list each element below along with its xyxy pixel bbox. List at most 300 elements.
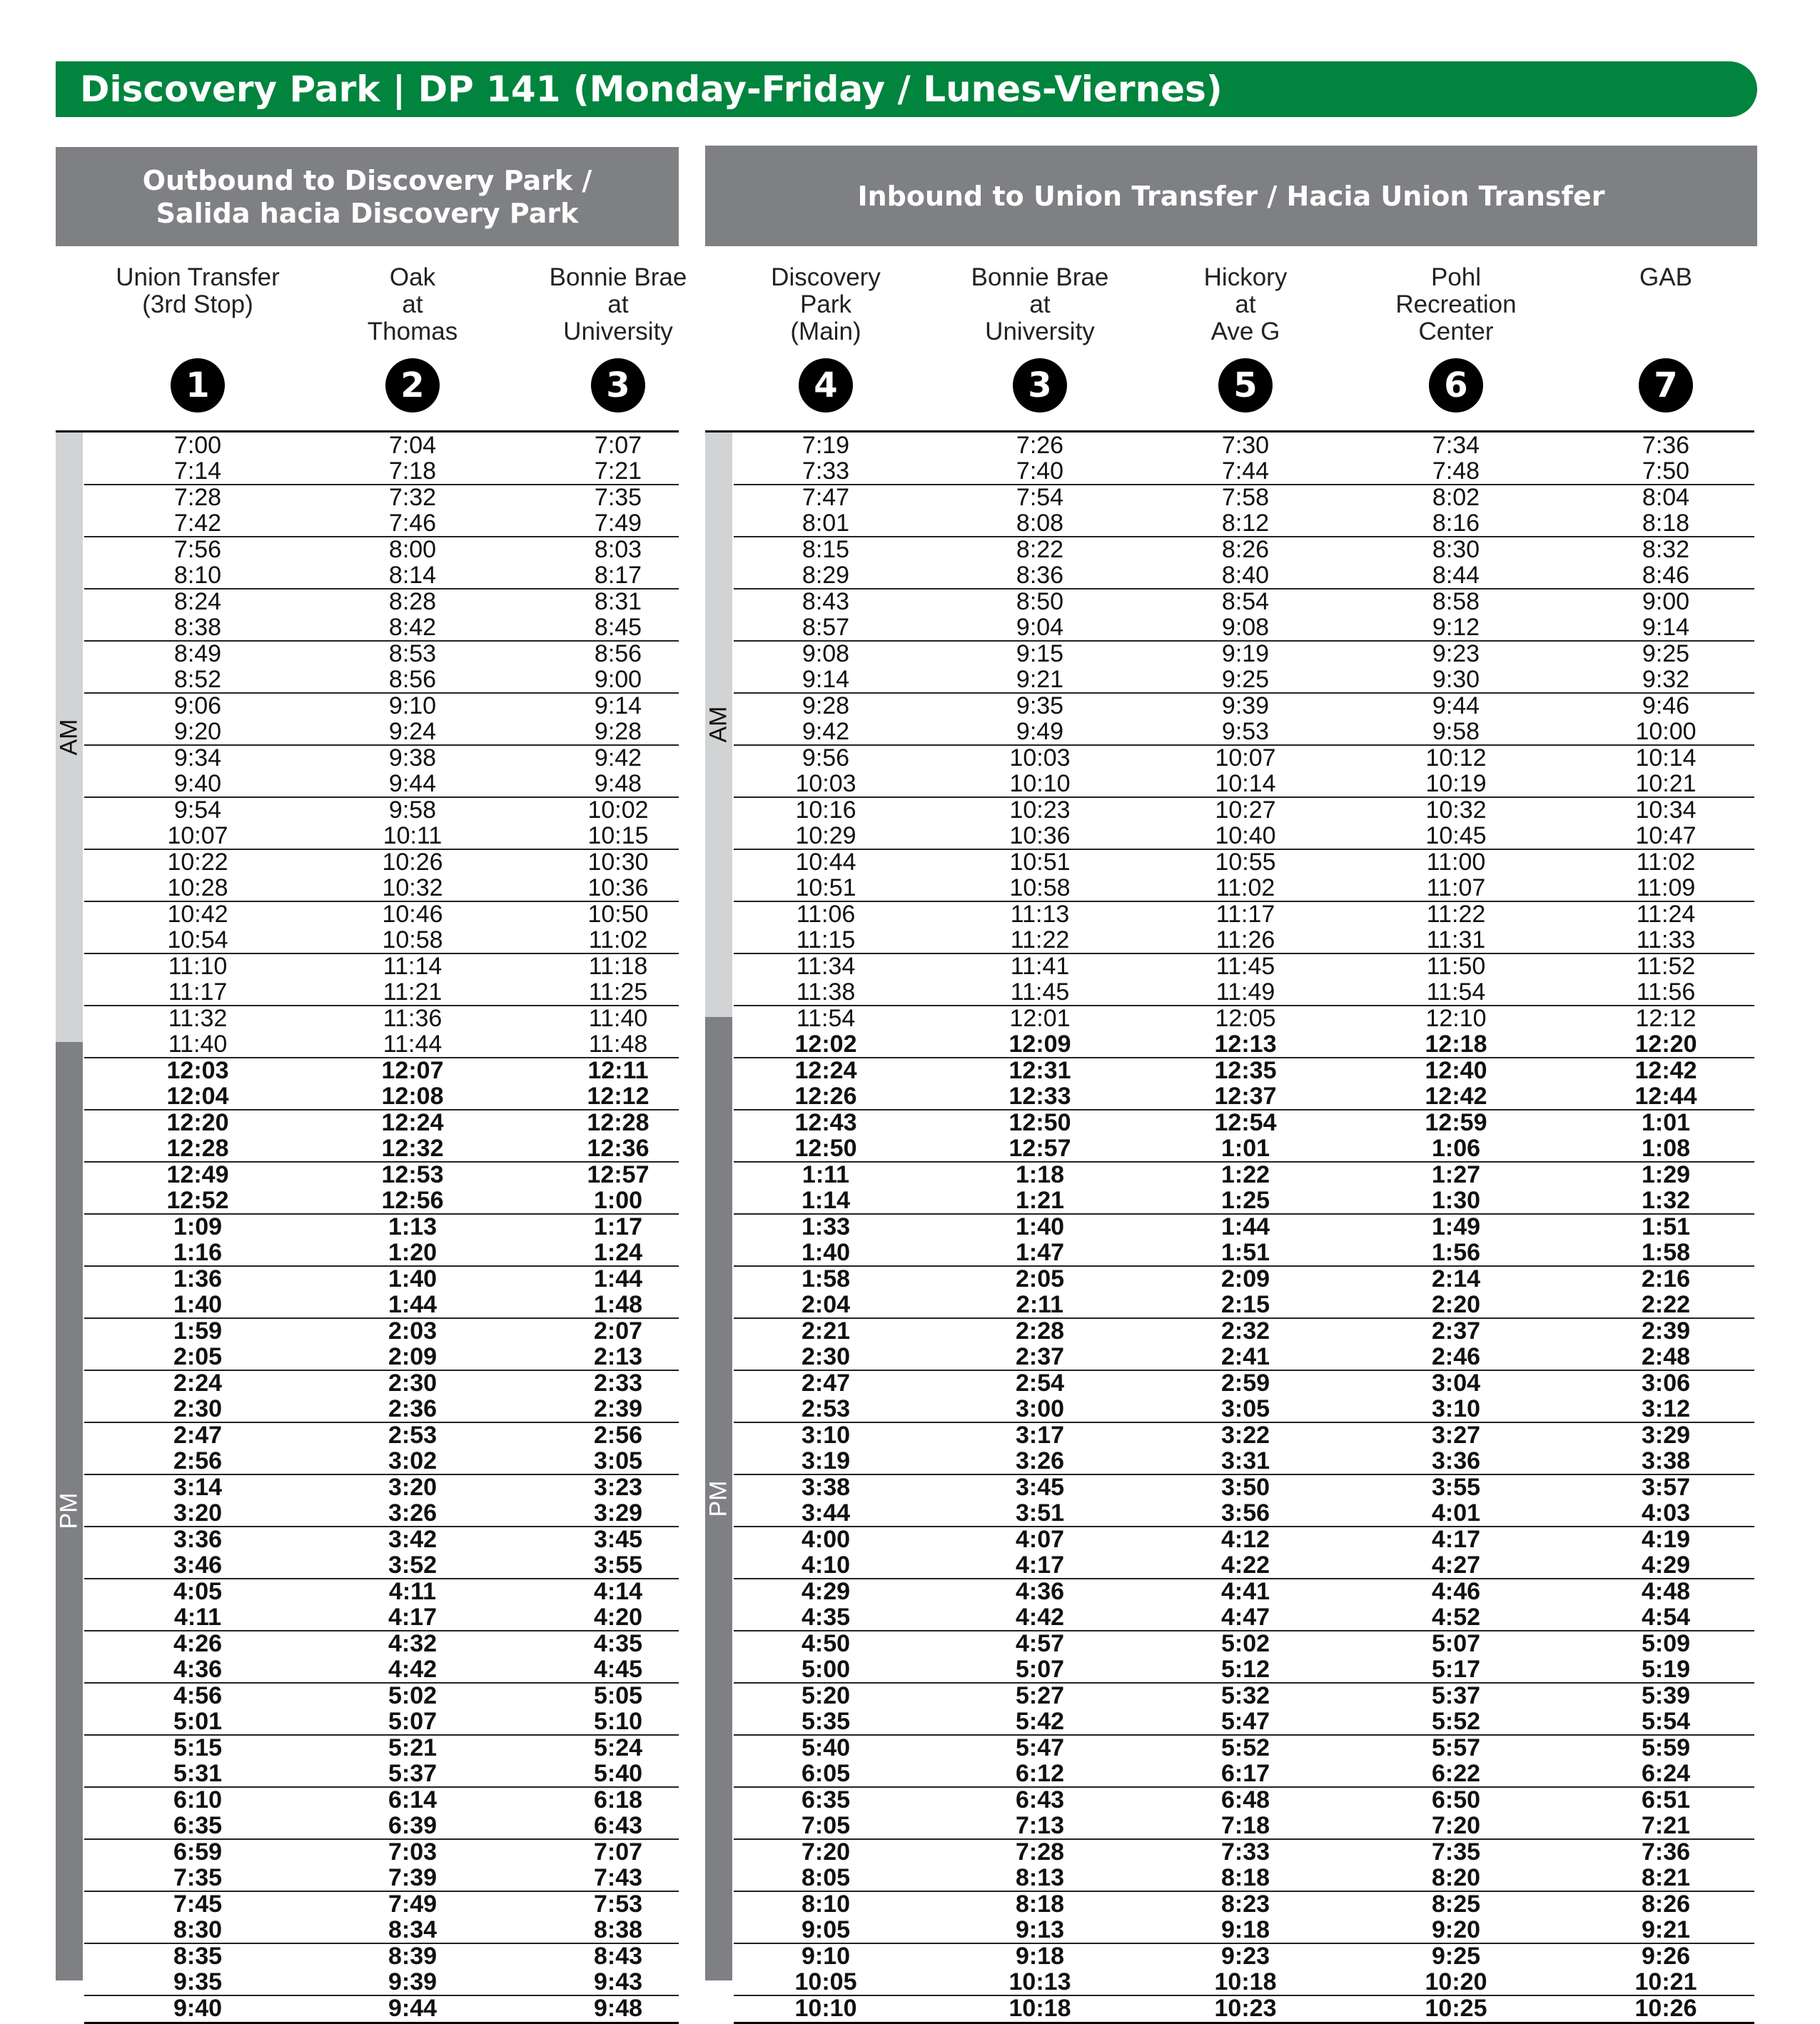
time-cell: 9:48 [593,1995,643,2022]
time-cell: 4:35 [593,1630,643,1657]
time-cell: 9:14 [594,692,642,719]
time-cell: 10:02 [587,796,649,824]
time-cell: 7:40 [1016,457,1064,485]
time-cell: 10:32 [1425,796,1487,824]
time-cell: 2:20 [1431,1290,1481,1318]
table-row [84,694,679,719]
time-cell: 7:42 [173,509,222,537]
table-row [84,928,679,953]
time-cell: 4:10 [801,1551,851,1579]
table-row [734,485,1754,511]
table-row [734,1527,1754,1553]
time-cell: 7:21 [1641,1811,1691,1839]
time-cell: 2:21 [801,1317,851,1345]
time-cell: 2:53 [388,1422,438,1449]
table-row [84,1058,679,1084]
time-cell: 9:25 [1431,1943,1481,1970]
schedule-title: Discovery Park | DP 141 (Monday-Friday / Lunes-Viernes) [56,61,1757,117]
time-cell: 2:24 [173,1370,223,1397]
time-cell: 8:38 [173,613,222,641]
table-row [84,511,679,537]
table-row [84,642,679,667]
time-cell: 12:59 [1425,1109,1487,1136]
time-cell: 3:36 [173,1526,223,1553]
time-cell: 10:30 [587,849,649,876]
time-cell: 10:58 [382,926,443,953]
stop-header [91,264,305,428]
time-cell: 7:46 [388,509,437,537]
time-cell: 8:20 [1431,1863,1481,1891]
time-cell: 4:57 [1015,1630,1065,1657]
trip-pair [84,694,679,746]
table-row [734,1032,1754,1058]
table-row [734,694,1754,719]
table-row [734,1163,1754,1188]
table-row [84,1657,679,1683]
table-row [84,1684,679,1709]
time-cell: 5:10 [593,1707,643,1735]
time-cell: 7:39 [388,1863,438,1891]
time-cell: 12:57 [1008,1134,1071,1162]
time-cell: 4:19 [1641,1526,1691,1553]
time-cell: 8:14 [388,561,437,589]
time-cell: 9:42 [594,744,642,771]
time-cell: 4:26 [173,1630,223,1657]
table-row [734,1579,1754,1605]
table-row [84,537,679,563]
time-cell: 7:35 [594,484,642,511]
time-cell: 12:18 [1425,1030,1487,1058]
table-row [84,1292,679,1318]
time-cell: 9:30 [1432,665,1480,693]
stop-name: Bonnie Brae at University [971,263,1109,345]
time-cell: 8:25 [1431,1891,1481,1918]
outbound-header-line2: Salida hacia Discovery Park [156,197,579,229]
time-cell: 5:24 [593,1734,643,1761]
pm-label: PM [704,1480,732,1517]
time-cell: 1:08 [1641,1134,1691,1162]
table-row [734,1657,1754,1683]
time-cell: 7:49 [594,509,642,537]
trip-pair [84,433,679,485]
time-cell: 2:13 [593,1342,643,1370]
time-cell: 12:26 [794,1082,857,1110]
table-row [84,719,679,745]
time-cell: 11:52 [1636,953,1696,980]
time-cell: 7:48 [1432,457,1480,485]
table-row [734,1761,1754,1787]
stop-number-badge: 4 [799,358,853,413]
time-cell: 8:39 [388,1943,438,1970]
time-cell: 12:01 [1009,1005,1071,1032]
time-cell: 7:18 [1220,1811,1270,1839]
time-cell: 10:18 [1214,1968,1277,1995]
time-cell: 9:38 [388,744,437,771]
trip-pair [734,1996,1754,2024]
time-cell: 2:04 [801,1290,851,1318]
time-cell: 2:09 [1220,1265,1270,1292]
time-cell: 11:18 [588,953,648,980]
time-cell: 2:09 [388,1342,438,1370]
time-cell: 9:08 [1221,613,1270,641]
time-cell: 3:36 [1431,1447,1481,1474]
time-cell: 9:58 [388,796,437,824]
time-cell: 11:31 [1426,926,1486,953]
time-cell: 10:16 [795,796,856,824]
time-cell: 9:10 [388,692,437,719]
trip-pair [84,746,679,798]
trip-pair [84,798,679,850]
table-row [84,563,679,589]
time-cell: 4:36 [1015,1578,1065,1605]
time-cell: 9:44 [388,1995,438,2022]
table-row [734,980,1754,1006]
time-cell: 8:57 [802,613,850,641]
time-cell: 4:45 [593,1655,643,1683]
time-cell: 11:25 [588,978,648,1006]
time-cell: 3:19 [801,1447,851,1474]
time-cell: 5:42 [1015,1707,1065,1735]
time-cell: 9:44 [388,769,437,797]
time-cell: 10:32 [382,874,443,901]
table-row [734,1397,1754,1422]
time-cell: 4:50 [801,1630,851,1657]
trip-pair [734,1475,1754,1527]
table-row [734,1342,1754,1370]
trip-pair [84,1840,679,1892]
table-row [84,1371,679,1397]
table-row [84,1631,679,1657]
time-cell: 5:07 [1431,1630,1481,1657]
time-cell: 3:55 [593,1551,643,1579]
time-cell: 5:20 [801,1682,851,1709]
time-cell: 4:11 [173,1603,222,1631]
time-cell: 2:30 [801,1342,851,1370]
time-cell: 7:36 [1641,1838,1691,1866]
table-row [84,1449,679,1474]
time-cell: 1:17 [593,1213,643,1240]
table-row [84,1342,679,1370]
time-cell: 5:37 [1431,1682,1481,1709]
time-cell: 5:07 [1015,1655,1065,1683]
time-cell: 7:43 [593,1863,643,1891]
time-cell: 1:33 [801,1213,851,1240]
time-cell: 7:49 [388,1891,438,1918]
time-cell: 4:32 [388,1630,438,1657]
table-row [734,928,1754,953]
table-row [734,1501,1754,1527]
time-cell: 6:18 [593,1786,643,1813]
time-cell: 9:20 [1431,1916,1481,1943]
time-cell: 7:21 [594,457,642,485]
table-row [734,746,1754,771]
time-cell: 8:49 [173,640,222,667]
time-cell: 10:05 [794,1968,857,1995]
time-cell: 8:21 [1641,1863,1691,1891]
time-cell: 7:28 [173,484,222,511]
table-row [84,1788,679,1813]
time-cell: 11:02 [588,926,648,953]
table-row [734,1475,1754,1501]
table-row [84,1761,679,1787]
time-cell: 1:40 [801,1238,851,1266]
table-row [84,1840,679,1866]
time-cell: 10:55 [1215,849,1276,876]
time-cell: 1:44 [388,1290,438,1318]
time-cell: 9:40 [173,769,222,797]
time-cell: 10:15 [587,821,649,849]
time-cell: 6:22 [1431,1759,1481,1787]
time-cell: 11:56 [1636,978,1696,1006]
time-cell: 4:12 [1220,1526,1270,1553]
time-cell: 9:18 [1220,1916,1270,1943]
trip-pair [84,1736,679,1788]
time-cell: 12:03 [166,1057,229,1084]
time-cell: 11:40 [168,1030,228,1058]
time-cell: 10:26 [382,849,443,876]
table-row [734,1553,1754,1579]
time-cell: 5:19 [1641,1655,1691,1683]
table-row [84,1605,679,1631]
time-cell: 6:14 [388,1786,438,1813]
table-row [84,433,679,459]
table-row [84,876,679,901]
time-cell: 2:28 [1015,1317,1065,1345]
time-cell: 3:50 [1220,1474,1270,1501]
time-cell: 4:48 [1641,1578,1691,1605]
time-cell: 10:22 [167,849,228,876]
table-row [734,590,1754,615]
time-cell: 12:31 [1008,1057,1071,1084]
time-cell: 2:05 [173,1342,223,1370]
time-cell: 5:32 [1220,1682,1270,1709]
trip-pair [84,1631,679,1684]
time-cell: 2:33 [593,1370,643,1397]
time-cell: 10:23 [1009,796,1071,824]
time-cell: 10:25 [1425,1995,1487,2022]
time-cell: 10:34 [1635,796,1697,824]
time-cell: 7:35 [1431,1838,1481,1866]
time-cell: 7:47 [802,484,850,511]
table-row [84,667,679,693]
time-cell: 11:32 [168,1005,228,1032]
time-cell: 4:14 [593,1578,643,1605]
time-cell: 2:56 [593,1422,643,1449]
time-cell: 11:50 [1426,953,1486,980]
trip-pair [734,1110,1754,1163]
time-cell: 12:33 [1008,1082,1071,1110]
table-row [84,590,679,615]
time-cell: 10:14 [1215,769,1276,797]
time-cell: 3:52 [388,1551,438,1579]
time-cell: 8:35 [173,1943,223,1970]
time-cell: 7:14 [173,457,222,485]
time-cell: 9:14 [802,665,850,693]
time-cell: 12:56 [381,1186,444,1214]
time-cell: 12:44 [1634,1082,1697,1110]
time-cell: 3:20 [173,1499,223,1527]
time-cell: 5:47 [1220,1707,1270,1735]
time-cell: 7:07 [594,432,642,459]
time-cell: 1:06 [1431,1134,1481,1162]
table-row [734,1319,1754,1345]
table-row [734,1684,1754,1709]
table-row [734,1240,1754,1266]
time-cell: 5:35 [801,1707,851,1735]
table-row [84,615,679,641]
time-cell: 3:27 [1431,1422,1481,1449]
time-cell: 8:53 [388,640,437,667]
time-cell: 11:54 [796,1005,856,1032]
time-cell: 12:42 [1425,1082,1487,1110]
time-cell: 12:52 [166,1186,229,1214]
time-cell: 8:36 [1016,561,1064,589]
time-cell: 4:41 [1220,1578,1270,1605]
table-row [734,954,1754,980]
table-row [734,433,1754,459]
time-cell: 10:03 [795,769,856,797]
stop-name: GAB [1639,263,1692,291]
time-cell: 12:50 [1008,1109,1071,1136]
table-row [734,1267,1754,1292]
table-row [734,1605,1754,1631]
table-row [84,1863,679,1891]
time-cell: 5:57 [1431,1734,1481,1761]
time-cell: 3:38 [801,1474,851,1501]
stop-header [719,264,933,428]
time-cell: 1:40 [1015,1213,1065,1240]
table-row [734,850,1754,876]
time-cell: 11:36 [383,1005,443,1032]
time-cell: 8:46 [1642,561,1690,589]
time-cell: 10:44 [795,849,856,876]
time-cell: 5:40 [593,1759,643,1787]
trip-pair [84,1996,679,2024]
time-cell: 3:45 [1015,1474,1065,1501]
time-cell: 7:00 [173,432,222,459]
time-cell: 7:56 [173,536,222,563]
table-row [734,1736,1754,1761]
time-cell: 9:54 [173,796,222,824]
time-cell: 2:41 [1220,1342,1270,1370]
time-cell: 9:04 [1016,613,1064,641]
time-cell: 4:01 [1431,1499,1481,1527]
time-cell: 6:48 [1220,1786,1270,1813]
table-row [84,1892,679,1918]
time-cell: 8:13 [1015,1863,1065,1891]
time-cell: 4:54 [1641,1603,1691,1631]
time-cell: 2:16 [1641,1265,1691,1292]
time-cell: 2:39 [593,1395,643,1422]
inbound-header-text: Inbound to Union Transfer / Hacia Union Transfer [857,180,1605,212]
outbound-header [56,147,679,246]
time-cell: 1:49 [1431,1213,1481,1240]
time-cell: 2:47 [173,1422,223,1449]
trip-pair [734,1058,1754,1110]
time-cell: 5:07 [388,1707,438,1735]
table-row [734,902,1754,928]
time-cell: 2:36 [388,1395,438,1422]
trip-pair [84,1163,679,1215]
time-cell: 10:27 [1215,796,1276,824]
table-row [84,821,679,849]
time-cell: 1:51 [1220,1238,1270,1266]
time-cell: 2:14 [1431,1265,1481,1292]
time-cell: 1:44 [593,1265,643,1292]
time-cell: 8:22 [1016,536,1064,563]
time-cell: 10:36 [587,874,649,901]
time-cell: 8:58 [1432,588,1480,615]
table-row [84,1188,679,1214]
time-cell: 2:15 [1220,1290,1270,1318]
time-cell: 9:34 [173,744,222,771]
time-cell: 8:02 [1432,484,1480,511]
time-cell: 10:03 [1009,744,1071,771]
time-cell: 12:02 [794,1030,857,1058]
time-cell: 1:00 [593,1186,643,1214]
time-cell: 8:18 [1642,509,1690,537]
trip-pair [84,1423,679,1475]
time-cell: 2:46 [1431,1342,1481,1370]
time-cell: 8:05 [801,1863,851,1891]
time-cell: 12:07 [381,1057,444,1084]
am-label: AM [55,719,83,756]
time-cell: 12:11 [587,1057,649,1084]
time-cell: 12:36 [587,1134,649,1162]
trip-pair [734,1788,1754,1840]
time-cell: 8:44 [1432,561,1480,589]
time-cell: 11:22 [1010,926,1070,953]
trip-pair [84,954,679,1006]
time-cell: 9:08 [802,640,850,667]
table-row [84,798,679,824]
table-row [734,459,1754,485]
time-cell: 3:45 [593,1526,643,1553]
time-cell: 5:17 [1431,1655,1481,1683]
time-cell: 4:46 [1431,1578,1481,1605]
time-cell: 1:32 [1641,1186,1691,1214]
time-cell: 9:56 [802,744,850,771]
trip-pair [84,1215,679,1267]
time-cell: 11:10 [168,953,228,980]
table-row [734,1188,1754,1214]
stop-name: Bonnie Brae at University [549,263,687,345]
time-cell: 11:34 [796,953,856,980]
time-cell: 8:45 [594,613,642,641]
time-cell: 7:58 [1221,484,1270,511]
time-cell: 2:39 [1641,1317,1691,1345]
time-cell: 3:10 [1431,1395,1481,1422]
table-row [734,511,1754,537]
time-cell: 10:21 [1635,769,1697,797]
time-cell: 1:24 [593,1238,643,1266]
time-cell: 5:59 [1641,1734,1691,1761]
time-cell: 12:40 [1425,1057,1487,1084]
trip-pair [84,1788,679,1840]
time-cell: 8:01 [802,509,850,537]
time-cell: 5:27 [1015,1682,1065,1709]
time-cell: 12:09 [1008,1030,1071,1058]
time-cell: 8:56 [594,640,642,667]
time-cell: 2:30 [388,1370,438,1397]
stop-number-badge: 5 [1218,358,1273,413]
time-cell: 9:00 [1642,588,1690,615]
time-cell: 8:23 [1220,1891,1270,1918]
trip-pair [734,1527,1754,1579]
time-cell: 4:11 [388,1578,437,1605]
time-cell: 5:54 [1641,1707,1691,1735]
time-cell: 5:52 [1431,1707,1481,1735]
